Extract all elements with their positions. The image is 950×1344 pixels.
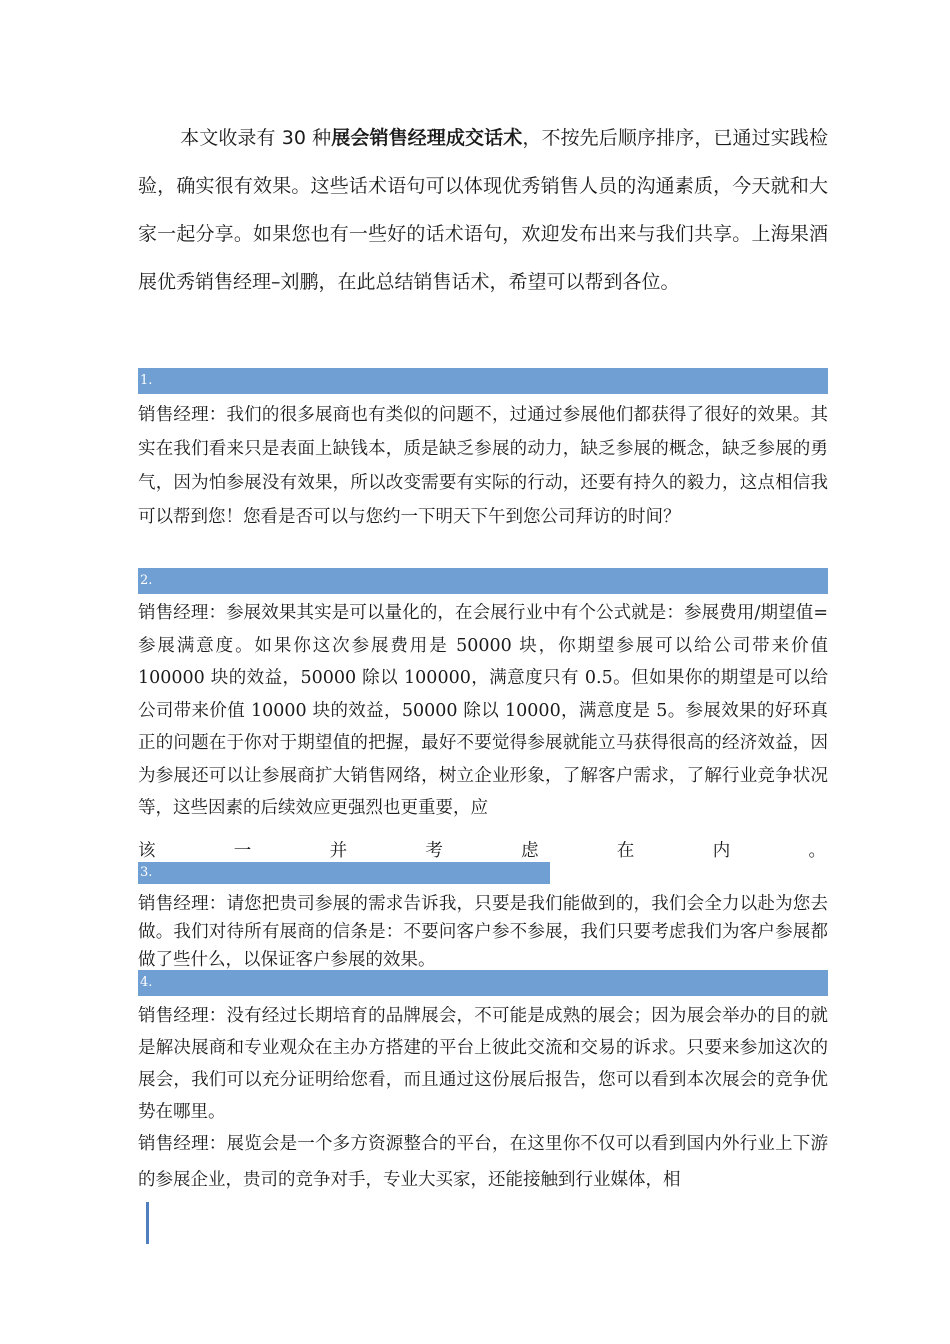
- spread-char: 并: [329, 841, 348, 861]
- section-3-header-bar: [138, 862, 550, 884]
- spread-char: 。: [808, 841, 826, 861]
- section-1-text: 销售经理：我们的很多展商也有类似的问题不，过通过参展他们都获得了很好的效果。其实在我们看来只是表面上缺钱本，质是缺乏参展的动力，缺乏参展的概念，缺乏参展的勇气，因为怕参展没有效果，所以改变需要有实际的行动，还要有持久的毅力，这点相信我可以帮到您！您看是否可以与您约一下明天下午到您公司拜访的时间？: [138, 405, 828, 527]
- section-1-number: 1.: [140, 373, 153, 388]
- spread-char: 考: [425, 841, 443, 861]
- section-4-text: 销售经理：没有经过长期培育的品牌展会，不可能是成熟的展会；因为展会举办的目的就是解决展商和专业观众在主办方搭建的平台上彼此交流和交易的诉求。只要来参加这次的展会，我们可以充分证明给您看，而且通过这份展后报告，您可以看到本次展会的竞争优势在哪里。: [138, 1006, 828, 1122]
- section-3-text: 销售经理：请您把贵司参展的需求告诉我，只要是我们能做到的，我们会全力以赴为您去做。我们对待所有展商的信条是：不要问客户参不参展，我们只要考虑我们为客户参展都做了些什么，以保证客户参展的效果。: [138, 894, 828, 970]
- section-4-number: 4.: [140, 975, 153, 990]
- section-2-header-bar: [138, 568, 828, 594]
- spread-char: 该: [138, 841, 156, 861]
- intro-lead: 本文收录有 30 种: [180, 127, 332, 149]
- section-1-header-bar: [138, 368, 828, 394]
- intro-rest: ，不按先后顺序排序，已通过实践检验，确实很有效果。这些话术语句可以体现优秀销售人员的沟通素质，今天就和大家一起分享。如果您也有一些好的话术语句，欢迎发布出来与我们共享。上海果酒展优秀销售经理–刘鹏，在此总结销售话术，希望可以帮到各位。: [138, 127, 828, 293]
- text-cursor: [146, 1202, 149, 1244]
- intro-bold-title: 展会销售经理成交话术: [331, 127, 523, 149]
- section-3-number: 3.: [140, 865, 153, 880]
- section-4-header-bar: [138, 970, 828, 996]
- section-2-text: 销售经理：参展效果其实是可以量化的，在会展行业中有个公式就是：参展费用/期望值=参展满意度。如果你这次参展费用是 50000 块，你期望参展可以给公司带来价值 100000 块的效益，50000 除以 100000，满意度只有 0.5。但如果你的期望是可以给公司带来价值 10000 块的效益，50000 除以 10000，满意度是 5。参展效果的好环真正的问题在于你对于期望值的把握，最好不要觉得参展就能立马获得很高的经济效益，因为参展还可以让参展商扩大销售网络，树立企业形象，了解客户需求，了解行业竞争状况等，这些因素的后续效应更强烈也更重要，应: [138, 603, 828, 818]
- section-2-number: 2.: [140, 573, 153, 588]
- spread-char: 虑: [521, 841, 539, 861]
- spread-char: 在: [616, 841, 635, 861]
- intro-paragraph: [138, 114, 828, 306]
- spread-char: 一: [233, 841, 252, 861]
- spread-char: 内: [712, 841, 731, 861]
- section-4-text-2: 销售经理：展览会是一个多方资源整合的平台，在这里你不仅可以看到国内外行业上下游的参展企业，贵司的竞争对手，专业大买家，还能接触到行业媒体，相: [138, 1134, 828, 1190]
- section-2-spread-line: [138, 838, 826, 864]
